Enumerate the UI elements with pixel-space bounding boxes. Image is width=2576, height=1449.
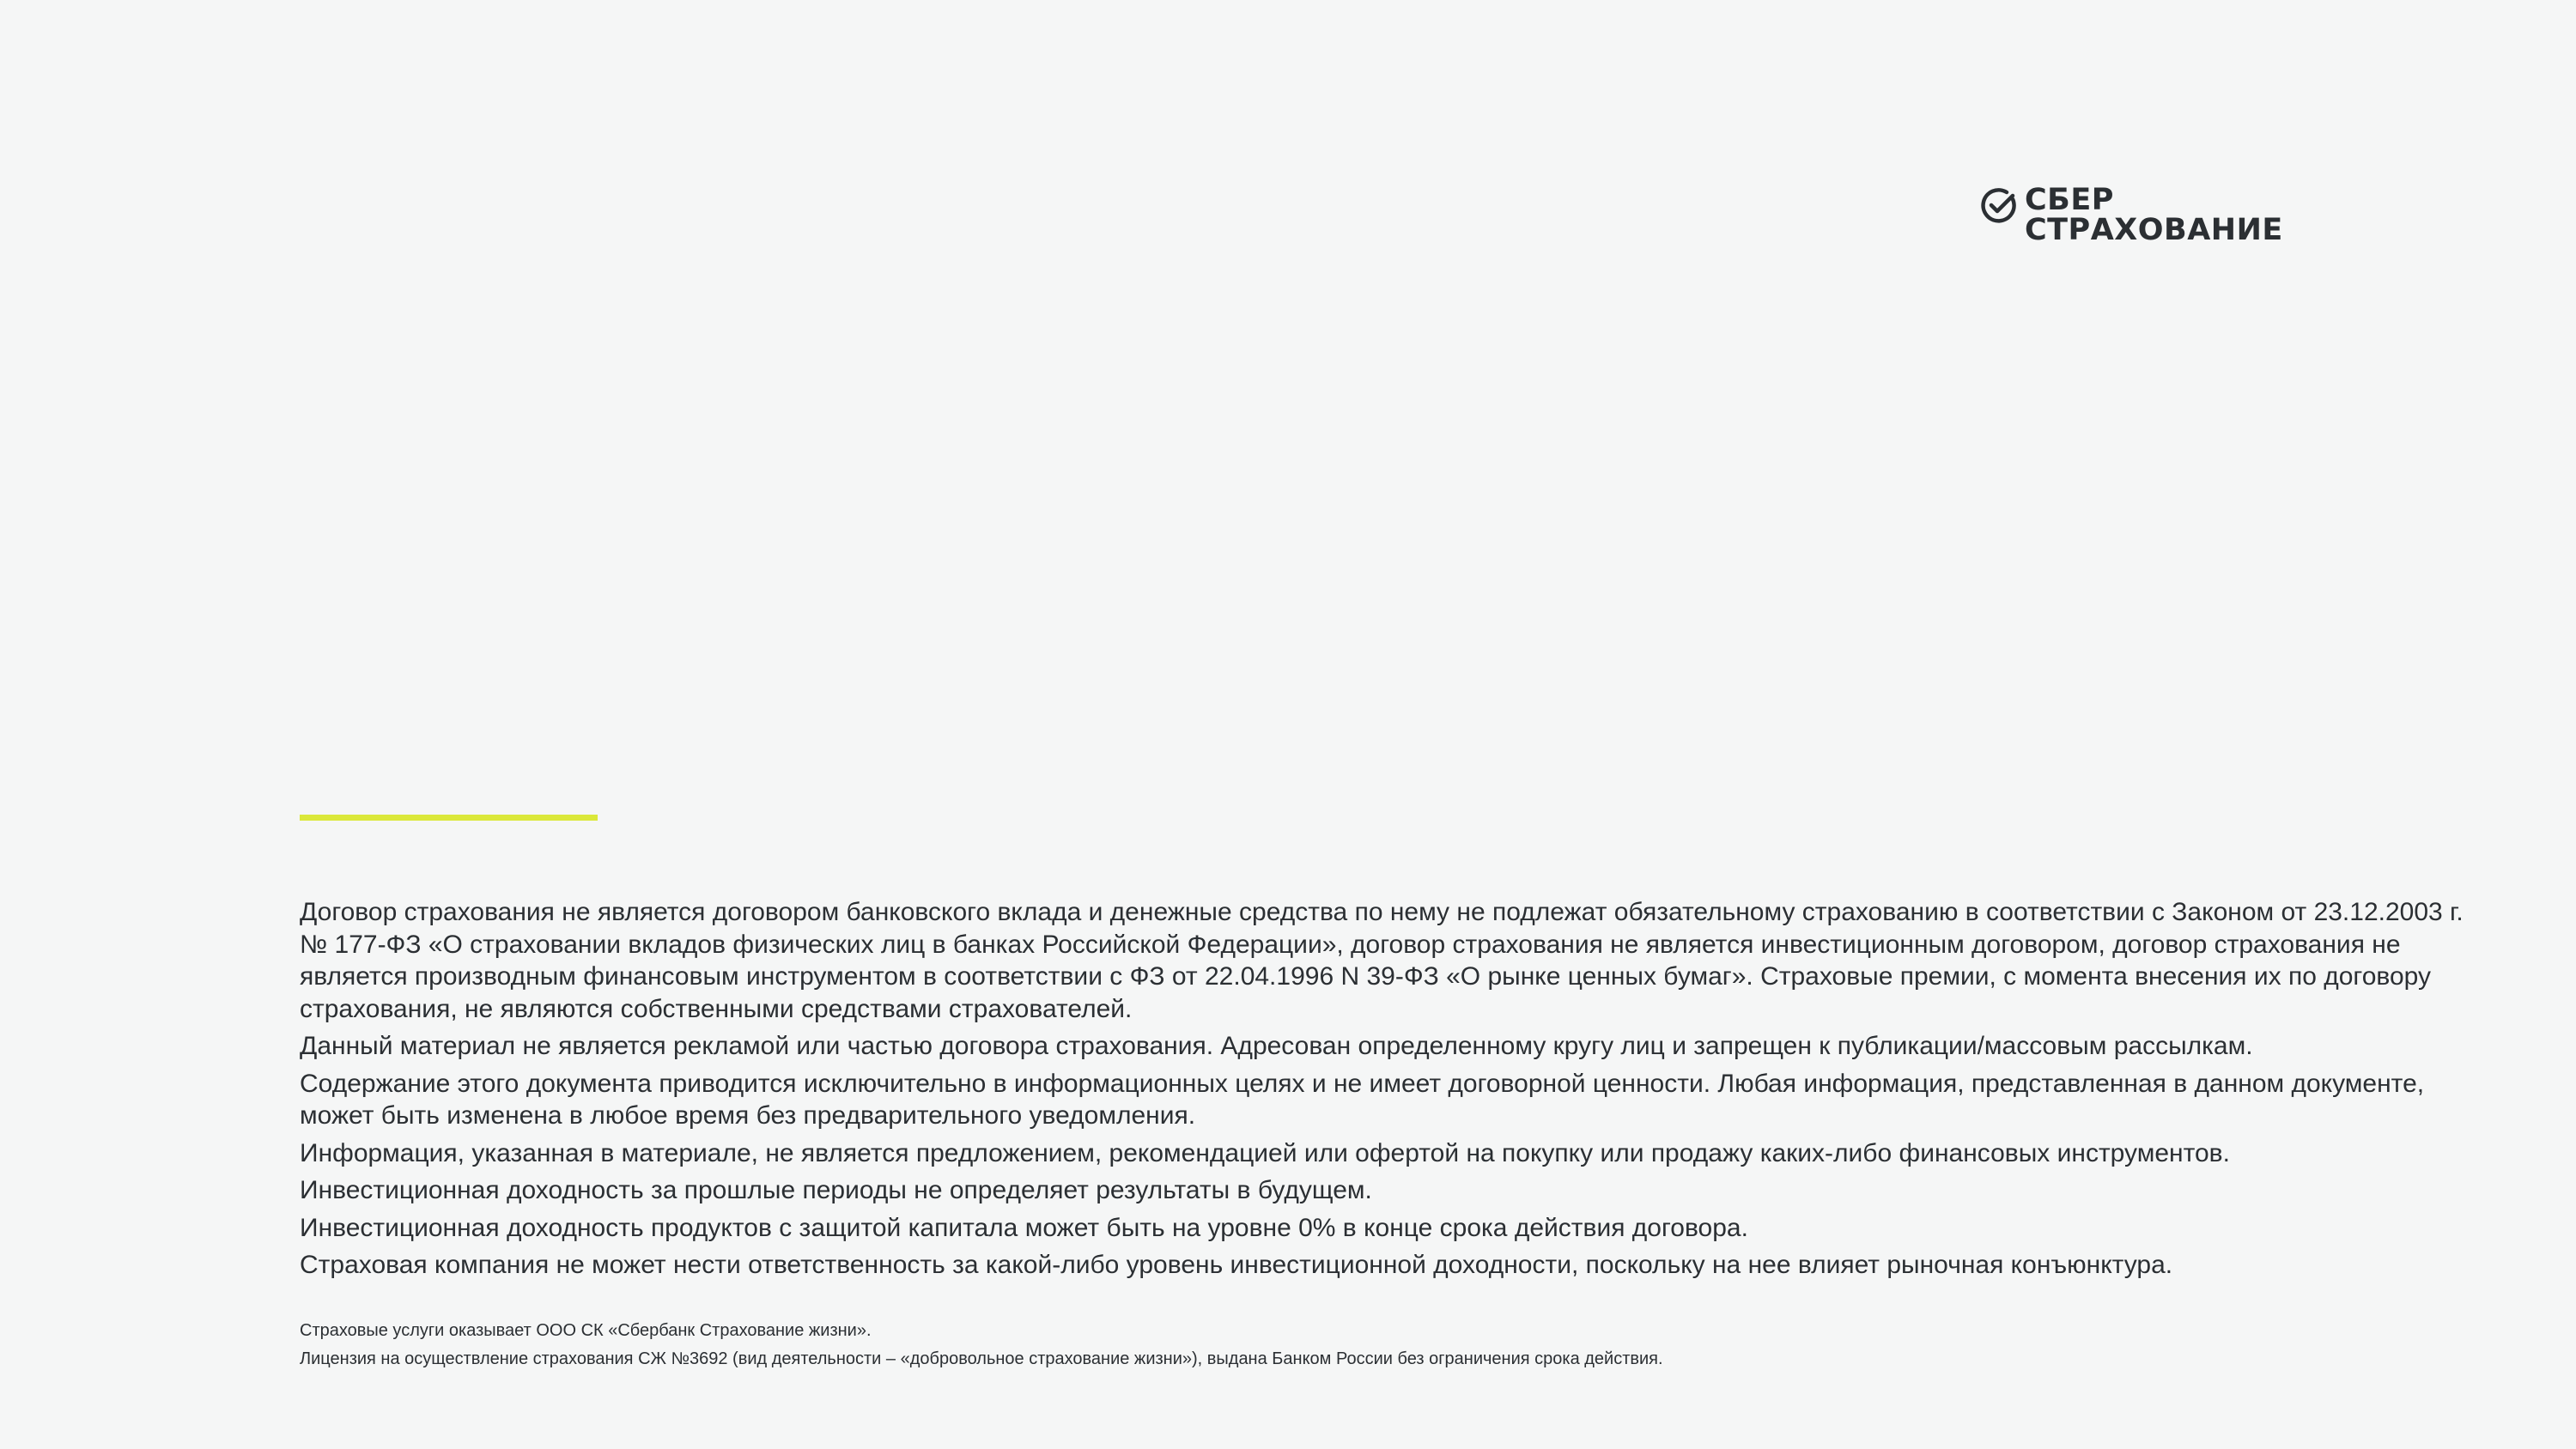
accent-divider [300, 815, 598, 821]
logo-line-1: СБЕР [2025, 183, 2114, 217]
disclaimer-paragraph: Содержание этого документа приводится исключительно в информационных целях и не имеет договорной ценности. Любая информация, представленная в данном документе, может быть изменена в любое время без предварительного уведомления. [300, 1069, 2425, 1130]
disclaimer-paragraph: Информация, указанная в материале, не является предложением, рекомендацией или офертой на покупку или продажу каких-либо финансовых инструментов. [300, 1138, 2230, 1167]
disclaimer-paragraph: Инвестиционная доходность продуктов с защитой капитала может быть на уровне 0% в конце срока действия договора. [300, 1213, 1748, 1242]
disclaimer-paragraph: Инвестиционная доходность за прошлые периоды не определяет результаты в будущем. [300, 1176, 1372, 1204]
disclaimer-paragraph: Данный материал не является рекламой или частью договора страхования. Адресован определенному кругу лиц и запрещен к публикации/массовым рассылкам. [300, 1032, 2253, 1060]
company-logo [1980, 185, 2283, 246]
disclaimer-paragraph: Договор страхования не является договором банковского вклада и денежные средства по нему не подлежат обязательному страхованию в соответствии с Законом от 23.12.2003 г. № 177-ФЗ «О страховании вкладов физических лиц в банках Российской Федерации», договор страхования не является инвестиционным договором, договор страхования не является производным финансовым инструментом в соответствии с ФЗ от 22.04.1996 N 39-ФЗ «О рынке ценных бумаг». Страховые премии, с момента внесения их по договору страхования, не являются собственными средствами страхователей. [300, 898, 2464, 1023]
footer-line-1: Страховые услуги оказывает ООО СК «Сбербанк Страхование жизни». [300, 1321, 872, 1340]
check-circle-icon [1980, 187, 2018, 225]
footer-line-2: Лицензия на осуществление страхования СЖ №3692 (вид деятельности – «добровольное страхование жизни»), выдана Банком России без ограничения срока действия. [300, 1349, 1663, 1368]
logo-line-2: СТРАХОВАНИЕ [2025, 213, 2283, 247]
disclaimer-paragraph: Страховая компания не может нести ответственность за какой-либо уровень инвестиционной доходности, поскольку на нее влияет рыночная конъюнктура. [300, 1251, 2173, 1279]
disclaimer-block [300, 896, 2481, 1287]
logo-wordmark [2025, 185, 2283, 246]
footer-legal [300, 1317, 2481, 1373]
